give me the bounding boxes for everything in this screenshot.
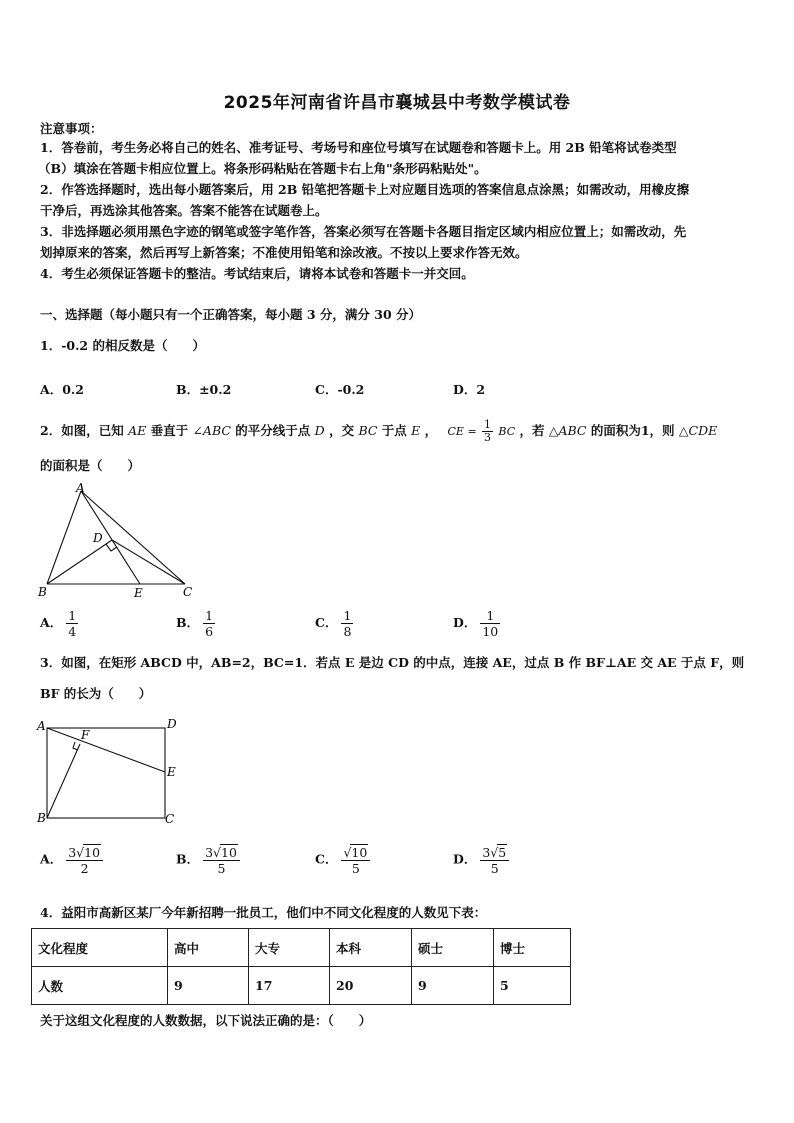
q1-stem: 1．-0.2 的相反数是（ ） (40, 338, 205, 353)
education-table (31, 928, 571, 1005)
radical-coefficient: 3 (482, 845, 491, 860)
radicand: 10 (221, 845, 237, 860)
q2-text: ，若 (519, 423, 545, 438)
fraction-numerator: 1 (205, 608, 214, 623)
notice-line: 划掉原来的答案，然后再写上新答案；不准使用铅笔和涂改液。不按以上要求作答无效。 (40, 245, 528, 260)
q2-math-ae: AE (128, 423, 147, 438)
q2-fraction (482, 419, 493, 444)
option-letter: D． (453, 851, 477, 867)
table-header-cell: 高中 (168, 929, 249, 967)
notice-line: 3．非选择题必须用黑色字迹的钢笔或签字笔作答，答案必须写在答题卡各题目指定区域内相应位置上；如需改动，先 (40, 224, 687, 239)
radicand: 5 (498, 845, 507, 860)
fraction-numerator: 3√5 (480, 844, 509, 861)
label-e: E (134, 586, 143, 600)
q2-option-b[interactable] (176, 608, 219, 639)
radical-coefficient: 3 (205, 845, 214, 860)
fraction-numerator: 1 (68, 608, 77, 623)
rectangle-abcd (47, 728, 165, 818)
q1-option-d[interactable]: D．2 (453, 382, 486, 397)
notice-line: 1．答卷前，考生务必将自己的姓名、准考证号、考场号和座位号填写在试题卷和答题卡上。用 2B 铅笔将试卷类型 (40, 140, 677, 155)
line-dc (112, 540, 185, 584)
option-fraction (203, 844, 240, 876)
table-cell: 20 (330, 967, 412, 1005)
q2-triangle-figure (35, 483, 200, 603)
q2-text: ，交 (329, 423, 355, 438)
q2-option-c[interactable] (315, 608, 357, 639)
fraction-denominator: 5 (217, 861, 226, 876)
radicand: 10 (351, 845, 368, 860)
q4-after: 关于这组文化程度的人数数据，以下说法正确的是：（ ） (40, 1013, 372, 1028)
line-bf (47, 744, 80, 818)
q1-option-b[interactable]: B．±0.2 (176, 382, 232, 397)
line-ae (81, 491, 140, 584)
fraction-numerator: 1 (343, 608, 352, 623)
option-letter: B． (176, 615, 200, 630)
q2-math-ce: CE = (447, 425, 477, 438)
q2-stem-line2: 的面积是（ ） (40, 458, 141, 473)
line-ab (47, 491, 81, 584)
notice-line: 干净后，再选涂其他答案。答案不能答在试题卷上。 (40, 203, 328, 218)
option-fraction (341, 844, 370, 876)
q3-option-a[interactable] (40, 844, 107, 876)
table-header-row (32, 929, 571, 967)
q3-rectangle-figure (35, 714, 185, 829)
option-fraction (480, 608, 500, 639)
label-c: C (183, 585, 193, 599)
q2-text: 垂直于 (150, 423, 189, 438)
fraction-denominator: 2 (80, 861, 89, 876)
table-header-cell: 硕士 (412, 929, 494, 967)
section-heading: 一、选择题（每小题只有一个正确答案，每小题 3 分，满分 30 分） (40, 307, 422, 322)
option-letter: D． (453, 615, 477, 630)
label-a: A (76, 483, 85, 495)
notice-line: 4．考生必须保证答题卡的整洁。考试结束后，请将本试卷和答题卡一并交回。 (40, 266, 474, 281)
table-cell: 9 (168, 967, 249, 1005)
label-f: F (81, 728, 90, 742)
option-letter: B． (176, 851, 200, 867)
label-d: D (167, 717, 177, 731)
label-a: A (37, 719, 46, 733)
table-row (32, 967, 571, 1005)
page-title: 2025年河南省许昌市襄城县中考数学模试卷 (223, 93, 571, 113)
radicand: 10 (84, 845, 101, 860)
q4-stem: 4．益阳市高新区某厂今年新招聘一批员工，他们中不同文化程度的人数见下表： (40, 905, 487, 920)
fraction-denominator: 3 (484, 431, 492, 444)
q2-math-angle: ∠ABC (192, 423, 231, 438)
q3-option-b[interactable] (176, 844, 244, 876)
notice-line: （B）填涂在答题卡相应位置上。将条形码粘贴在答题卡右上角"条形码粘贴处"。 (38, 161, 487, 176)
table-cell: 5 (494, 967, 571, 1005)
q2-math-tri2: △CDE (678, 423, 718, 438)
q2-math-bc2: BC (498, 425, 516, 438)
label-e: E (167, 765, 176, 779)
q2-text: 于点 (381, 423, 407, 438)
label-b: B (38, 585, 47, 599)
label-b: B (37, 811, 46, 825)
q3-option-d[interactable] (453, 844, 513, 876)
fraction-denominator: 8 (343, 624, 352, 639)
q2-math-tri1: △ABC (548, 423, 587, 438)
table-cell: 9 (412, 967, 494, 1005)
fraction-numerator: 3√10 (66, 844, 103, 861)
table-header-cell: 文化程度 (32, 929, 168, 967)
q2-text: 的面积为1，则 (590, 423, 675, 438)
table-header-cell: 大专 (249, 929, 330, 967)
label-c: C (165, 812, 175, 826)
q2-option-a[interactable] (40, 608, 82, 639)
fraction-numerator: 1 (480, 608, 500, 624)
option-fraction (341, 608, 353, 639)
q2-text: 的平分线于点 (235, 423, 311, 438)
option-letter: A． (40, 851, 63, 867)
fraction-denominator: 10 (482, 624, 499, 639)
q1-option-c[interactable]: C．-0.2 (315, 382, 365, 397)
radical-coefficient: 3 (68, 845, 77, 860)
q2-math-e: E (411, 423, 421, 438)
q2-option-d[interactable] (453, 608, 504, 639)
q2-math-bc: BC (358, 423, 378, 438)
table-header-cell: 博士 (494, 929, 571, 967)
table-header-cell: 本科 (330, 929, 412, 967)
option-fraction (203, 608, 215, 639)
fraction-numerator: 1 (484, 418, 492, 431)
line-ae (47, 728, 165, 772)
q3-stem-line2: BF 的长为（ ） (40, 686, 152, 701)
fraction-denominator: 5 (490, 861, 499, 876)
option-fraction (66, 844, 103, 876)
option-fraction (66, 608, 78, 639)
fraction-denominator: 4 (68, 624, 77, 639)
option-letter: C． (315, 615, 338, 630)
table-cell: 17 (249, 967, 330, 1005)
option-letter: A． (40, 615, 63, 630)
label-d: D (93, 531, 103, 545)
q2-text: 2．如图，已知 (40, 423, 124, 438)
q3-option-c[interactable] (315, 844, 374, 876)
right-angle-mark (73, 742, 78, 750)
line-bd (47, 540, 112, 584)
fraction-numerator: √10 (341, 844, 370, 861)
fraction-denominator: 6 (205, 624, 214, 639)
q2-math-d: D (314, 423, 325, 438)
q3-stem: 3．如图，在矩形 ABCD 中，AB=2，BC=1．若点 E 是边 CD 的中点，连接 AE，过点 B 作 BF⊥AE 交 AE 于点 F，则 (40, 655, 745, 670)
q2-text: ， (424, 423, 438, 438)
fraction-numerator: 3√10 (203, 844, 240, 861)
notice-heading: 注意事项： (40, 121, 103, 136)
option-letter: C． (315, 851, 338, 867)
option-fraction (480, 844, 509, 876)
fraction-denominator: 5 (351, 861, 360, 876)
table-cell: 人数 (32, 967, 168, 1005)
notice-line: 2．作答选择题时，选出每小题答案后，用 2B 铅笔把答题卡上对应题目选项的答案信息点涂黑；如需改动，用橡皮擦 (40, 182, 690, 197)
q1-option-a[interactable]: A．0.2 (40, 382, 84, 397)
q2-stem (40, 419, 717, 444)
